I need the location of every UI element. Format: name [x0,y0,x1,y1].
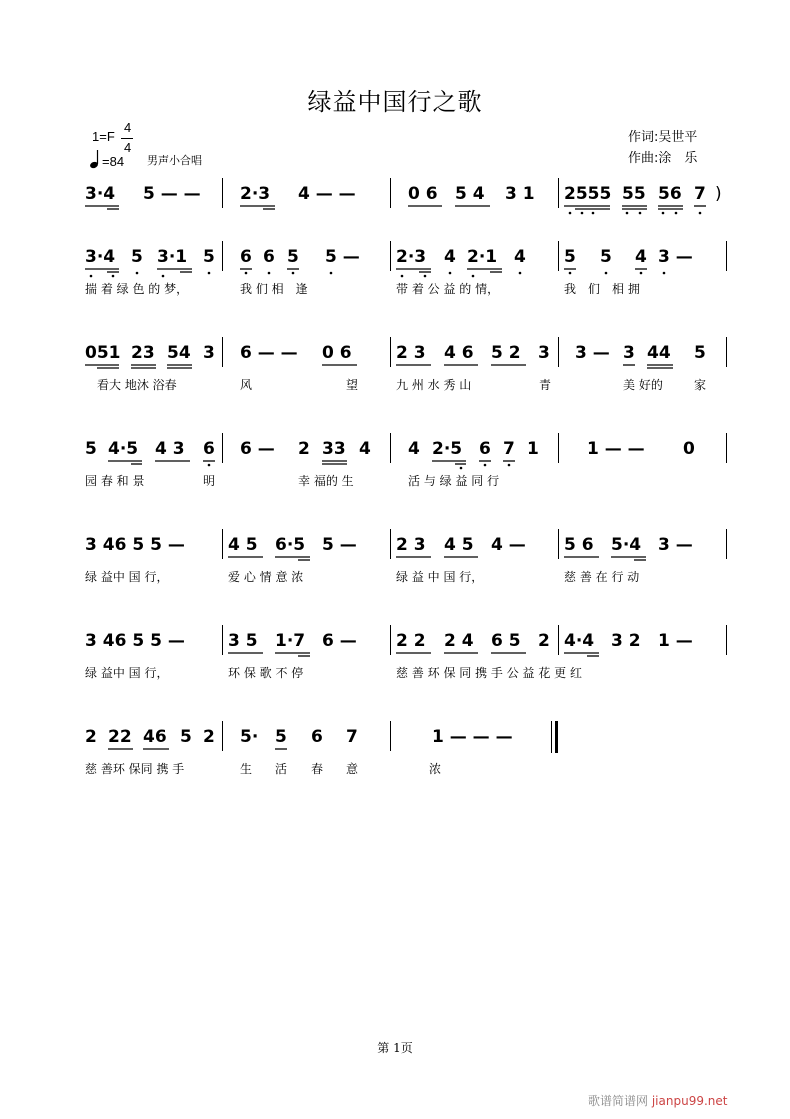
watermark-url: jianpu99.net [651,1094,728,1108]
note-group: 2 3 [396,343,426,363]
note-group: 5· [240,727,259,747]
note-group: 1 [527,439,539,459]
lyric-line: 九 州 水 秀 山 [396,378,472,392]
time-signature-line [121,138,133,139]
lyric-line: 慈 善 环 保 同 携 手 公 益 花 更 红 [396,666,582,680]
lyric-line: 风 [240,378,253,392]
note-group: 3·1 [157,247,188,267]
note-group: 6 — [322,631,357,651]
lyric-line: 幸 福的 生 [298,474,354,488]
lyric-line: 环 保 歌 不 停 [228,666,304,680]
score-row-2 [0,247,790,303]
song-title: 绿益中国行之歌 [307,88,483,116]
note-group: 55 [622,184,646,204]
score-row-1 [0,184,790,240]
lyric-line: 望 [346,378,359,392]
score-row-5 [0,535,790,591]
note-group: 3 — [575,343,610,363]
note-group: 051 [85,343,121,363]
tempo-marking: =84 [102,154,125,169]
score-row-7 [0,727,790,783]
note-group: 5 [85,439,97,459]
lyric-line: 美 好的 [623,378,663,392]
note-group: 2·1 [467,247,498,267]
lyric-line: 青 [539,378,552,392]
note-group: 3 — [658,535,693,555]
score-row-6 [0,631,790,687]
note-group: 5 [600,247,612,267]
note-group: 56 [658,184,682,204]
note-group: 7 [503,439,515,459]
lyric-line: 意 [346,762,359,776]
note-group: 1 — [658,631,693,651]
note-group: 6 — [240,439,275,459]
time-signature-top: 4 [124,120,132,135]
watermark [588,1092,727,1109]
lyric-line: 爱 心 情 意 浓 [228,570,304,584]
lyric-line: 我 们 相 逢 [240,282,308,296]
note-group: 3 46 5 5 — [85,631,185,651]
note-group: 4 [514,247,526,267]
note-group: 3 [623,343,635,363]
note-group: 23 [131,343,155,363]
lyric-line: 浓 [429,762,442,776]
note-group: 4 5 [228,535,258,555]
lyric-line: 绿 益中 国 行， [85,570,169,584]
note-group: 5 4 [455,184,485,204]
note-group: 6 [240,247,252,267]
key-signature: 1=F [92,129,115,144]
note-group: 4·5 [108,439,139,459]
note-group: 4 6 [444,343,474,363]
note-group: 1 — — [587,439,645,459]
note-group: 54 [167,343,191,363]
lyric-line: 揣 着 绿 色 的 梦， [85,282,189,296]
note-group: 6 — — [240,343,298,363]
note-group: 5 [287,247,299,267]
lyric-line: 明 [203,474,216,488]
note-group: 44 [647,343,671,363]
note-group: 5 — [322,535,357,555]
note-group: 22 [108,727,132,747]
note-group: 46 [143,727,167,747]
lyric-line: 我 们 相 拥 [564,282,640,296]
note-group: 0 6 [408,184,438,204]
voicing-label: 男声小合唱 [147,154,202,167]
note-group: 7 [694,184,706,204]
note-group: 4 — [491,535,526,555]
note-group: 6 [479,439,491,459]
lyric-line: 园 春 和 景 [85,474,145,488]
note-group: 33 [322,439,346,459]
note-group: 7 [346,727,358,747]
lyric-line: 生 [240,762,253,776]
lyric-line: 活 与 绿 益 同 行 [408,474,500,488]
lyric-line: 绿 益 中 国 行， [396,570,484,584]
note-group: 5 [275,727,287,747]
note-group: 1·7 [275,631,306,651]
note-group: 4 [444,247,456,267]
lyric-line: 带 着 公 益 的 情， [396,282,500,296]
score-row-4 [0,439,790,495]
lyric-line: 绿 益中 国 行， [85,666,169,680]
note-group: 4 [408,439,420,459]
lyric-line: 慈 善 在 行 动 [564,570,640,584]
lyricist-credit: 作词:吴世平 [628,130,698,145]
lyric-line: 活 [275,762,288,776]
note-group: 3 5 [228,631,258,651]
note-group: 2 [538,631,550,651]
note-group: 3 46 5 5 — [85,535,185,555]
note-group: 5 [131,247,143,267]
closing-paren: ) [715,184,722,204]
quarter-note-icon [90,149,101,169]
note-group: 2·3 [240,184,271,204]
note-group: 3·4 [85,184,116,204]
time-signature-bottom: 4 [124,140,132,155]
note-group: 5 6 [564,535,594,555]
note-group: 2 [203,727,215,747]
note-group: 0 [683,439,695,459]
composer-credit: 作曲:涂 乐 [628,151,698,166]
note-group: 5 2 [491,343,521,363]
note-group: 1 — — — [432,727,513,747]
lyric-line: 春 [311,762,324,776]
note-group: 4 3 [155,439,185,459]
note-group: 6 [311,727,323,747]
note-group: 2 4 [444,631,474,651]
note-group: 4 5 [444,535,474,555]
note-group: 4·4 [564,631,595,651]
note-group: 5·4 [611,535,642,555]
watermark-site: 歌谱简谱网 [588,1094,649,1108]
note-group: 2 3 [396,535,426,555]
page-number: 第 1页 [377,1041,413,1055]
note-group: 5 — [325,247,360,267]
note-group: 6 5 [491,631,521,651]
note-group: 3 1 [505,184,535,204]
note-group: 2·3 [396,247,427,267]
note-group: 3 [538,343,550,363]
score-row-3 [0,343,790,399]
note-group: 4 [359,439,371,459]
note-group: 2555 [564,184,612,204]
note-group: 4 [635,247,647,267]
note-group: 6·5 [275,535,306,555]
note-group: 2 [85,727,97,747]
note-group: 5 [564,247,576,267]
note-group: 5 — — [143,184,201,204]
note-group: 3 2 [611,631,641,651]
rhythm-marks [0,184,790,240]
note-group: 5 [180,727,192,747]
note-group: 3 — [658,247,693,267]
lyric-line: 家 [694,378,707,392]
note-group: 3·4 [85,247,116,267]
lyric-line: 慈 善环 保同 携 手 [85,762,185,776]
note-group: 2 2 [396,631,426,651]
note-group: 0 6 [322,343,352,363]
lyric-line: 看大 地沐 浴春 [97,378,177,392]
note-group: 6 [203,439,215,459]
note-group: 5 [203,247,215,267]
note-group: 5 [694,343,706,363]
note-group: 3 [203,343,215,363]
note-group: 4 — — [298,184,356,204]
note-group: 2·5 [432,439,463,459]
note-group: 2 [298,439,310,459]
note-group: 6 [263,247,275,267]
